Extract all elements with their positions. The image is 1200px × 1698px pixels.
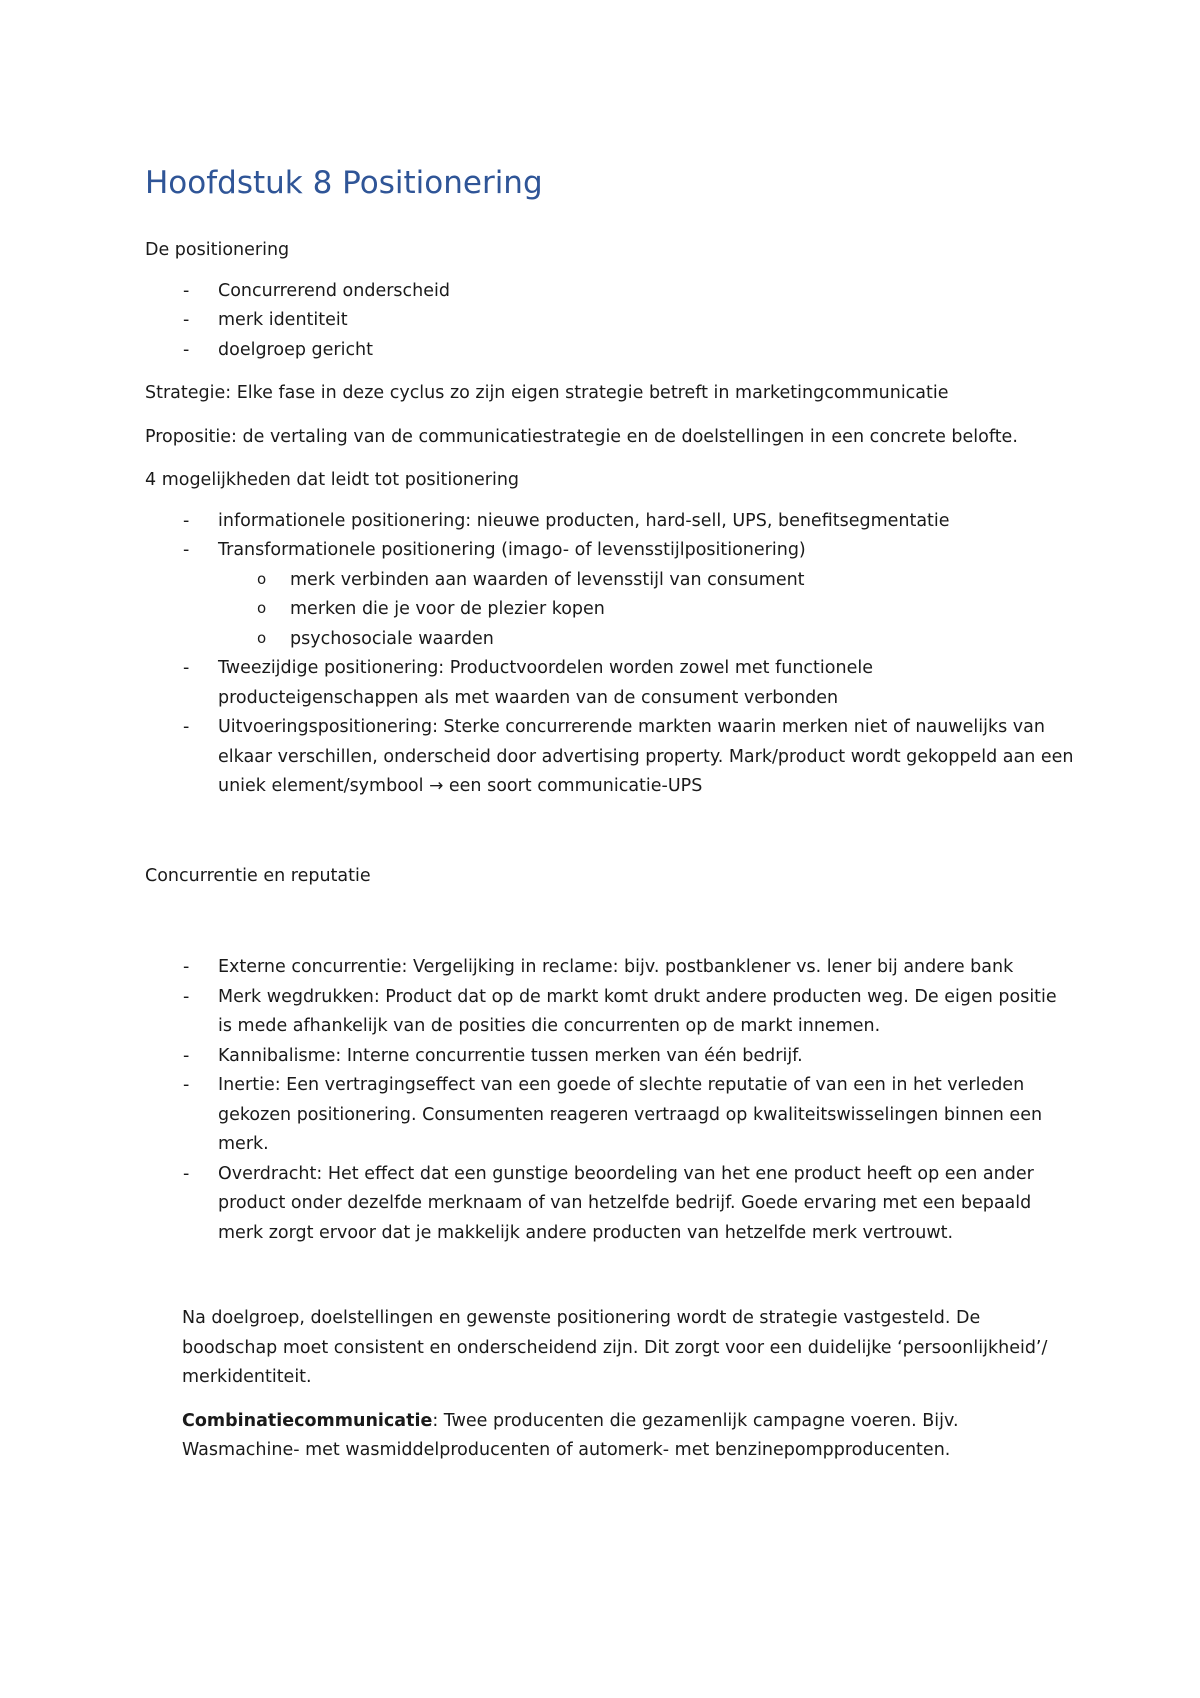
combinatie-text: : Twee producenten die gezamenlijk campagne voeren. Bijv. Wasmachine- met wasmiddelproducenten of automerk- met benzinepompproducenten. <box>182 1410 959 1460</box>
arrow-right-icon: → <box>429 776 444 796</box>
section-heading-mogelijkheden: 4 mogelijkheden dat leidt tot positionering <box>145 470 520 490</box>
list-item: - doelgroep gericht <box>145 336 1075 366</box>
list-item-text: Uitvoeringspositionering: Sterke concurrerende markten waarin merken niet of nauwelijks van elkaar verschillen, onderscheid door advertising property. Mark/product wordt gekoppeld aan een uniek element/symbool <box>218 717 1074 796</box>
list-item: - Tweezijdige positionering: Productvoordelen worden zowel met functionele producteigenschappen als met waarden van de consument verbonden <box>145 654 1075 713</box>
mogelijkheden-list <box>145 507 1075 566</box>
combinatie-term: Combinatiecommunicatie <box>182 1410 433 1431</box>
list-item: - Externe concurrentie: Vergelijking in reclame: bijv. postbanklener vs. lener bij andere bank <box>145 953 1075 983</box>
mogelijkheden-list-continued <box>145 654 1075 802</box>
sublist-item: o merken die je voor de plezier kopen <box>145 595 1075 625</box>
section-heading-positionering: De positionering <box>145 240 290 260</box>
section-heading-concurrentie: Concurrentie en reputatie <box>145 865 371 886</box>
propositie-paragraph: Propositie: de vertaling van de communicatiestrategie en de doelstellingen in een concrete belofte. <box>145 426 1018 447</box>
transformationele-sublist <box>145 566 1075 655</box>
list-item: - Overdracht: Het effect dat een gunstige beoordeling van het ene product heeft op een ander product onder dezelfde merknaam of van hetzelfde bedrijf. Goede ervaring met een bepaald merk zorgt ervoor dat je makkelijk andere producten van hetzelfde merk vertrouwt. <box>145 1160 1075 1249</box>
list-item: - Merk wegdrukken: Product dat op de markt komt drukt andere producten weg. De eigen positie is mede afhankelijk van de posities die concurrenten op de markt innemen. <box>145 983 1075 1042</box>
sublist-item: o merk verbinden aan waarden of levensstijl van consument <box>145 566 1075 596</box>
combinatie-paragraph <box>145 1407 1075 1466</box>
list-item-text: Transformationele positionering (imago- of levensstijlpositionering) <box>218 540 806 560</box>
sublist-item: o psychosociale waarden <box>145 625 1075 655</box>
list-item: - Kannibalisme: Interne concurrentie tussen merken van één bedrijf. <box>145 1042 1075 1072</box>
closing-paragraph: Na doelgroep, doelstellingen en gewenste positionering wordt de strategie vastgesteld. De boodschap moet consistent en onderscheidend zijn. Dit zorgt voor een duidelijke ‘persoonlijkheid’/ merkidentiteit. <box>182 1308 1048 1387</box>
positionering-list <box>145 277 1075 366</box>
page-title: Hoofdstuk 8 Positionering <box>145 165 543 201</box>
list-item <box>145 536 1075 566</box>
list-item-suffix: een soort communicatie-UPS <box>448 776 703 796</box>
list-item <box>145 713 1075 802</box>
list-item: - Concurrerend onderscheid <box>145 277 1075 307</box>
concurrentie-list <box>145 953 1075 1248</box>
strategie-paragraph: Strategie: Elke fase in deze cyclus zo zijn eigen strategie betreft in marketingcommunicatie <box>145 383 949 403</box>
list-item: - Inertie: Een vertragingseffect van een goede of slechte reputatie of van een in het verleden gekozen positionering. Consumenten reageren vertraagd op kwaliteitswisselingen binnen een merk. <box>145 1071 1075 1160</box>
document-body <box>145 163 1075 1466</box>
list-item: - merk identiteit <box>145 306 1075 336</box>
list-item: - informationele positionering: nieuwe producten, hard-sell, UPS, benefitsegmentatie <box>145 507 1075 537</box>
